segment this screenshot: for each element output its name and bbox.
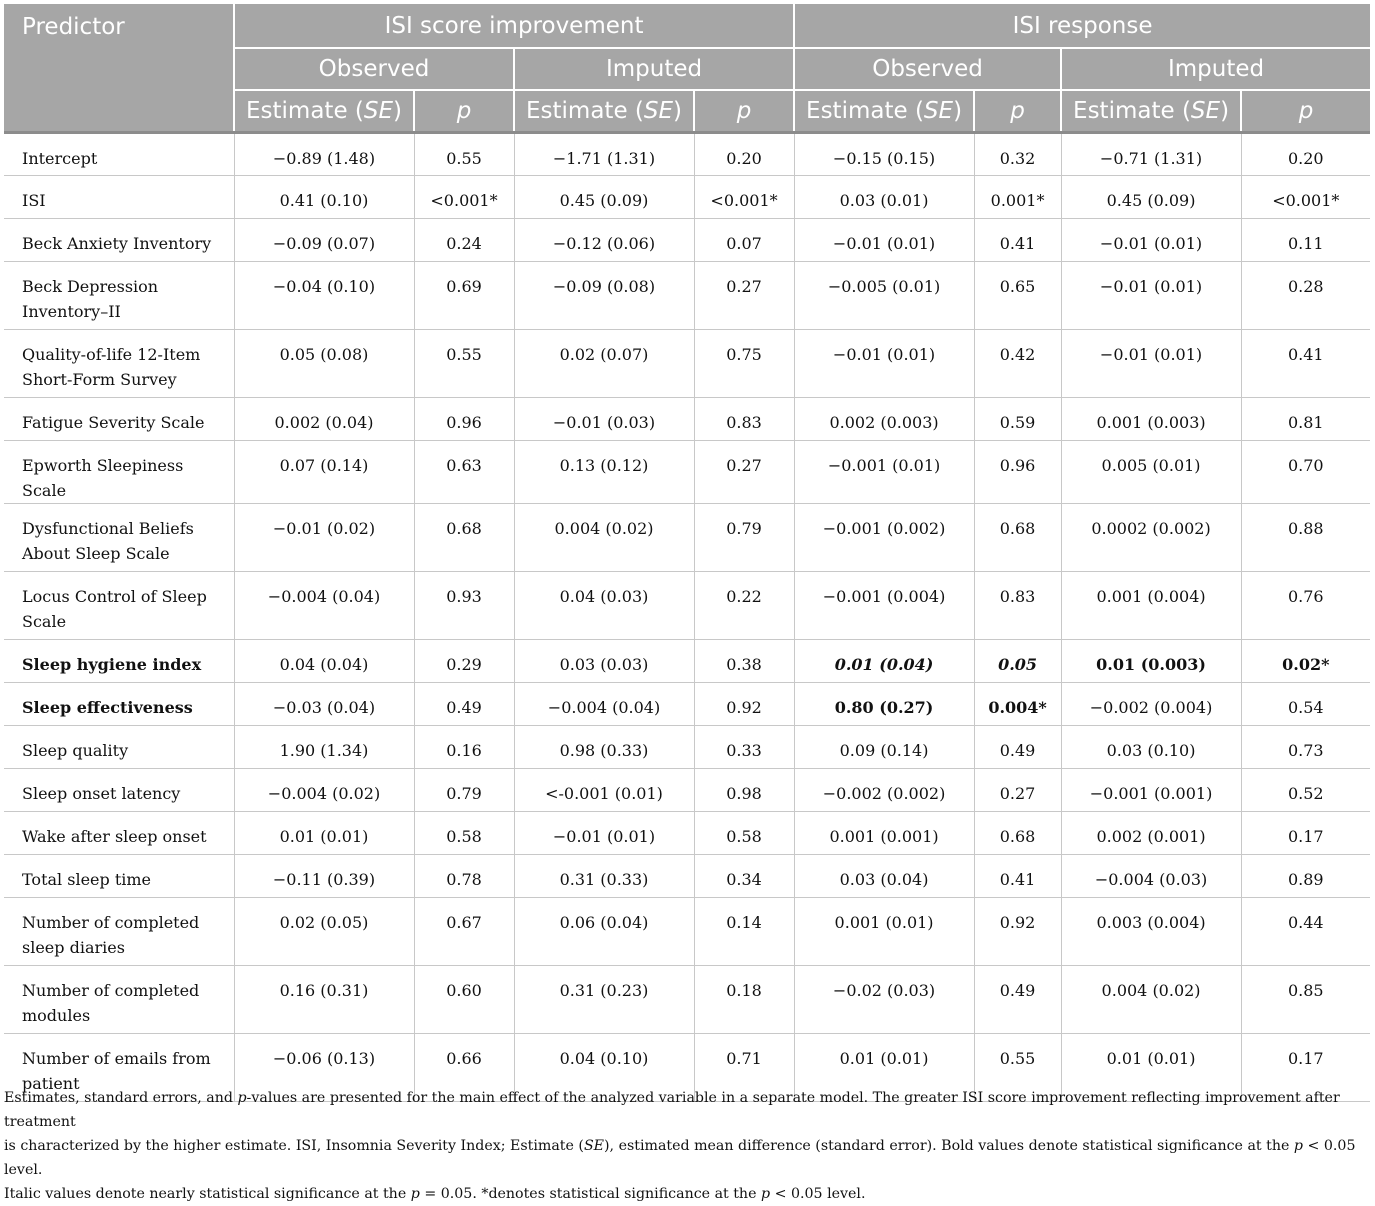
p-value-cell: 0.98 xyxy=(694,768,794,811)
table-row xyxy=(4,682,1370,725)
p-value-cell: 0.55 xyxy=(414,132,514,175)
p-value-cell: 0.69 xyxy=(414,261,514,329)
p-value-cell: 0.92 xyxy=(974,897,1061,965)
table-row xyxy=(4,397,1370,440)
estimate-cell: −0.89 (1.48) xyxy=(234,132,414,175)
p-value-cell: 0.58 xyxy=(694,811,794,854)
estimate-cell: −0.004 (0.04) xyxy=(234,571,414,639)
estimate-cell: −0.03 (0.04) xyxy=(234,682,414,725)
estimate-cell: 0.001 (0.001) xyxy=(794,811,974,854)
estimate-cell: −0.001 (0.001) xyxy=(1061,768,1241,811)
p-value-cell: 0.92 xyxy=(694,682,794,725)
estimate-cell: −0.11 (0.39) xyxy=(234,854,414,897)
p-value-cell: 0.16 xyxy=(414,725,514,768)
p-value-cell: 0.68 xyxy=(414,503,514,571)
estimate-cell: 0.09 (0.14) xyxy=(794,725,974,768)
p-value-cell: 0.55 xyxy=(414,329,514,397)
p-value-cell: 0.73 xyxy=(1241,725,1370,768)
estimate-cell: 0.13 (0.12) xyxy=(514,440,694,503)
estimate-cell: 0.02 (0.05) xyxy=(234,897,414,965)
p-value-cell: 0.49 xyxy=(414,682,514,725)
p-value-cell: 0.41 xyxy=(974,218,1061,261)
footnote-line-1: Estimates, standard errors, and p-values are presented for the main effect of the analyzed variable in a separate model. The greater ISI score improvement reflecting improvement after treatment xyxy=(4,1090,1340,1130)
p-value-cell: <0.001* xyxy=(694,175,794,218)
header-predictor: Predictor xyxy=(4,4,234,132)
estimate-cell: 0.001 (0.004) xyxy=(1061,571,1241,639)
table-row xyxy=(4,261,1370,329)
p-value-cell: 0.41 xyxy=(974,854,1061,897)
predictor-name: Beck Depression Inventory–II xyxy=(4,261,234,329)
p-value-cell: 0.41 xyxy=(1241,329,1370,397)
p-value-cell: 0.79 xyxy=(414,768,514,811)
header-estimate-se: Estimate (SE) xyxy=(514,90,694,132)
estimate-cell: −0.01 (0.01) xyxy=(794,218,974,261)
p-value-cell: 0.38 xyxy=(694,639,794,682)
estimate-cell: −0.06 (0.13) xyxy=(234,1033,414,1101)
p-value-cell: 0.004* xyxy=(974,682,1061,725)
header-imputed-1: Imputed xyxy=(514,48,794,90)
footnote-line-3: Italic values denote nearly statistical significance at the p = 0.05. *denotes statistical significance at the p < 0.05 level. xyxy=(4,1186,866,1202)
p-value-cell: 0.52 xyxy=(1241,768,1370,811)
p-value-cell: 0.81 xyxy=(1241,397,1370,440)
p-value-cell: 0.68 xyxy=(974,811,1061,854)
p-value-cell: 0.24 xyxy=(414,218,514,261)
estimate-cell: −0.04 (0.10) xyxy=(234,261,414,329)
p-value-cell: 0.59 xyxy=(974,397,1061,440)
predictor-name: Sleep quality xyxy=(4,725,234,768)
p-value-cell: 0.55 xyxy=(974,1033,1061,1101)
header-p-value: p xyxy=(414,90,514,132)
p-value-cell: 0.18 xyxy=(694,965,794,1033)
table-row xyxy=(4,571,1370,639)
estimate-cell: 0.03 (0.04) xyxy=(794,854,974,897)
estimate-cell: 0.01 (0.01) xyxy=(794,1033,974,1101)
estimate-cell: 0.001 (0.003) xyxy=(1061,397,1241,440)
p-value-cell: 0.07 xyxy=(694,218,794,261)
table-row xyxy=(4,440,1370,503)
footnote-line-2: is characterized by the higher estimate. ISI, Insomnia Severity Index; Estimate (SE), estimated mean difference (standard error). Bold values denote statistical significance at the p < 0.05 level. xyxy=(4,1138,1356,1178)
estimate-cell: −0.01 (0.02) xyxy=(234,503,414,571)
p-value-cell: <0.001* xyxy=(414,175,514,218)
table-row xyxy=(4,639,1370,682)
p-value-cell: 0.70 xyxy=(1241,440,1370,503)
predictor-name: Sleep effectiveness xyxy=(4,682,234,725)
header-p-value: p xyxy=(974,90,1061,132)
estimate-cell: 0.03 (0.10) xyxy=(1061,725,1241,768)
predictor-name: Quality-of-life 12-Item Short-Form Survey xyxy=(4,329,234,397)
table-row xyxy=(4,897,1370,965)
p-value-cell: 0.93 xyxy=(414,571,514,639)
p-value-cell: 0.44 xyxy=(1241,897,1370,965)
p-value-cell: 0.29 xyxy=(414,639,514,682)
estimate-cell: 0.31 (0.33) xyxy=(514,854,694,897)
p-value-cell: 0.17 xyxy=(1241,811,1370,854)
p-value-cell: 0.85 xyxy=(1241,965,1370,1033)
p-value-cell: 0.65 xyxy=(974,261,1061,329)
estimate-cell: 0.03 (0.01) xyxy=(794,175,974,218)
p-value-cell: 0.27 xyxy=(694,261,794,329)
estimate-cell: 0.05 (0.08) xyxy=(234,329,414,397)
table-row xyxy=(4,725,1370,768)
p-value-cell: 0.68 xyxy=(974,503,1061,571)
estimate-cell: −0.71 (1.31) xyxy=(1061,132,1241,175)
estimate-cell: 0.02 (0.07) xyxy=(514,329,694,397)
estimate-cell: −0.01 (0.01) xyxy=(514,811,694,854)
p-value-cell: 0.14 xyxy=(694,897,794,965)
estimate-cell: −0.15 (0.15) xyxy=(794,132,974,175)
estimate-cell: −0.01 (0.01) xyxy=(1061,329,1241,397)
p-value-cell: 0.17 xyxy=(1241,1033,1370,1101)
table-row xyxy=(4,768,1370,811)
p-value-cell: 0.001* xyxy=(974,175,1061,218)
p-value-cell: 0.78 xyxy=(414,854,514,897)
p-value-cell: 0.96 xyxy=(974,440,1061,503)
estimate-cell: −0.002 (0.004) xyxy=(1061,682,1241,725)
p-value-cell: 0.11 xyxy=(1241,218,1370,261)
estimate-cell: <-0.001 (0.01) xyxy=(514,768,694,811)
p-value-cell: 0.05 xyxy=(974,639,1061,682)
p-value-cell: 0.27 xyxy=(974,768,1061,811)
estimate-cell: 0.01 (0.04) xyxy=(794,639,974,682)
estimate-cell: 0.03 (0.03) xyxy=(514,639,694,682)
predictor-name: Sleep onset latency xyxy=(4,768,234,811)
estimate-cell: 0.004 (0.02) xyxy=(1061,965,1241,1033)
header-isi-score-improvement: ISI score improvement xyxy=(234,4,794,48)
estimate-cell: 0.04 (0.04) xyxy=(234,639,414,682)
p-value-cell: 0.58 xyxy=(414,811,514,854)
predictor-name: Beck Anxiety Inventory xyxy=(4,218,234,261)
table-row xyxy=(4,218,1370,261)
predictor-name: Fatigue Severity Scale xyxy=(4,397,234,440)
p-value-cell: 0.32 xyxy=(974,132,1061,175)
p-value-cell: 0.54 xyxy=(1241,682,1370,725)
p-value-cell: 0.83 xyxy=(694,397,794,440)
estimate-cell: −0.02 (0.03) xyxy=(794,965,974,1033)
estimate-cell: 0.04 (0.10) xyxy=(514,1033,694,1101)
estimate-cell: −0.004 (0.04) xyxy=(514,682,694,725)
estimate-cell: −0.004 (0.03) xyxy=(1061,854,1241,897)
estimate-cell: 0.45 (0.09) xyxy=(1061,175,1241,218)
p-value-cell: 0.20 xyxy=(694,132,794,175)
predictor-name: Epworth Sleepiness Scale xyxy=(4,440,234,503)
estimate-cell: −0.01 (0.03) xyxy=(514,397,694,440)
estimate-cell: −0.001 (0.002) xyxy=(794,503,974,571)
p-value-cell: 0.88 xyxy=(1241,503,1370,571)
p-value-cell: 0.22 xyxy=(694,571,794,639)
p-value-cell: 0.96 xyxy=(414,397,514,440)
estimate-cell: 0.01 (0.01) xyxy=(1061,1033,1241,1101)
estimate-cell: −1.71 (1.31) xyxy=(514,132,694,175)
estimate-cell: −0.01 (0.01) xyxy=(1061,261,1241,329)
p-value-cell: <0.001* xyxy=(1241,175,1370,218)
estimate-cell: 0.31 (0.23) xyxy=(514,965,694,1033)
predictor-name: Wake after sleep onset xyxy=(4,811,234,854)
estimate-cell: 0.001 (0.01) xyxy=(794,897,974,965)
p-value-cell: 0.66 xyxy=(414,1033,514,1101)
p-value-cell: 0.79 xyxy=(694,503,794,571)
estimate-cell: 0.06 (0.04) xyxy=(514,897,694,965)
estimate-cell: 0.80 (0.27) xyxy=(794,682,974,725)
estimate-cell: −0.01 (0.01) xyxy=(1061,218,1241,261)
table-row xyxy=(4,965,1370,1033)
estimate-cell: −0.004 (0.02) xyxy=(234,768,414,811)
estimate-cell: 0.16 (0.31) xyxy=(234,965,414,1033)
estimate-cell: 0.002 (0.04) xyxy=(234,397,414,440)
estimate-cell: 0.98 (0.33) xyxy=(514,725,694,768)
p-value-cell: 0.75 xyxy=(694,329,794,397)
p-value-cell: 0.71 xyxy=(694,1033,794,1101)
estimate-cell: 0.01 (0.003) xyxy=(1061,639,1241,682)
table-row xyxy=(4,854,1370,897)
estimate-cell: −0.001 (0.004) xyxy=(794,571,974,639)
p-value-cell: 0.49 xyxy=(974,965,1061,1033)
estimate-cell: −0.001 (0.01) xyxy=(794,440,974,503)
predictor-name: Dysfunctional Beliefs About Sleep Scale xyxy=(4,503,234,571)
p-value-cell: 0.33 xyxy=(694,725,794,768)
header-p-value: p xyxy=(694,90,794,132)
p-value-cell: 0.28 xyxy=(1241,261,1370,329)
estimate-cell: 0.01 (0.01) xyxy=(234,811,414,854)
predictor-name: Number of completed modules xyxy=(4,965,234,1033)
predictor-name: Intercept xyxy=(4,132,234,175)
estimate-cell: 1.90 (1.34) xyxy=(234,725,414,768)
p-value-cell: 0.76 xyxy=(1241,571,1370,639)
table-row xyxy=(4,132,1370,175)
estimate-cell: −0.01 (0.01) xyxy=(794,329,974,397)
header-estimate-se: Estimate (SE) xyxy=(794,90,974,132)
p-value-cell: 0.89 xyxy=(1241,854,1370,897)
header-isi-response: ISI response xyxy=(794,4,1370,48)
estimate-cell: 0.07 (0.14) xyxy=(234,440,414,503)
predictor-name: Number of emails from patient xyxy=(4,1033,234,1101)
estimate-cell: −0.09 (0.08) xyxy=(514,261,694,329)
p-value-cell: 0.42 xyxy=(974,329,1061,397)
estimate-cell: −0.005 (0.01) xyxy=(794,261,974,329)
p-value-cell: 0.20 xyxy=(1241,132,1370,175)
estimate-cell: −0.12 (0.06) xyxy=(514,218,694,261)
predictor-name: Total sleep time xyxy=(4,854,234,897)
predictor-name: Locus Control of Sleep Scale xyxy=(4,571,234,639)
header-imputed-2: Imputed xyxy=(1061,48,1370,90)
p-value-cell: 0.83 xyxy=(974,571,1061,639)
p-value-cell: 0.60 xyxy=(414,965,514,1033)
table-row xyxy=(4,503,1370,571)
results-table xyxy=(4,4,1370,1102)
p-value-cell: 0.34 xyxy=(694,854,794,897)
p-value-cell: 0.67 xyxy=(414,897,514,965)
header-observed-2: Observed xyxy=(794,48,1061,90)
header-estimate-se: Estimate (SE) xyxy=(1061,90,1241,132)
estimate-cell: 0.005 (0.01) xyxy=(1061,440,1241,503)
estimate-cell: 0.004 (0.02) xyxy=(514,503,694,571)
estimate-cell: 0.04 (0.03) xyxy=(514,571,694,639)
estimate-cell: 0.002 (0.001) xyxy=(1061,811,1241,854)
table-row xyxy=(4,811,1370,854)
table-row xyxy=(4,329,1370,397)
estimate-cell: −0.002 (0.002) xyxy=(794,768,974,811)
p-value-cell: 0.49 xyxy=(974,725,1061,768)
header-estimate-se: Estimate (SE) xyxy=(234,90,414,132)
estimate-cell: −0.09 (0.07) xyxy=(234,218,414,261)
estimate-cell: 0.41 (0.10) xyxy=(234,175,414,218)
p-value-cell: 0.63 xyxy=(414,440,514,503)
predictor-name: Number of completed sleep diaries xyxy=(4,897,234,965)
header-p-value: p xyxy=(1241,90,1370,132)
header-observed-1: Observed xyxy=(234,48,514,90)
p-value-cell: 0.27 xyxy=(694,440,794,503)
table-footnote xyxy=(4,1086,1370,1206)
estimate-cell: 0.45 (0.09) xyxy=(514,175,694,218)
estimate-cell: 0.003 (0.004) xyxy=(1061,897,1241,965)
table-row xyxy=(4,175,1370,218)
p-value-cell: 0.02* xyxy=(1241,639,1370,682)
predictor-name: ISI xyxy=(4,175,234,218)
predictor-name: Sleep hygiene index xyxy=(4,639,234,682)
estimate-cell: 0.0002 (0.002) xyxy=(1061,503,1241,571)
estimate-cell: 0.002 (0.003) xyxy=(794,397,974,440)
